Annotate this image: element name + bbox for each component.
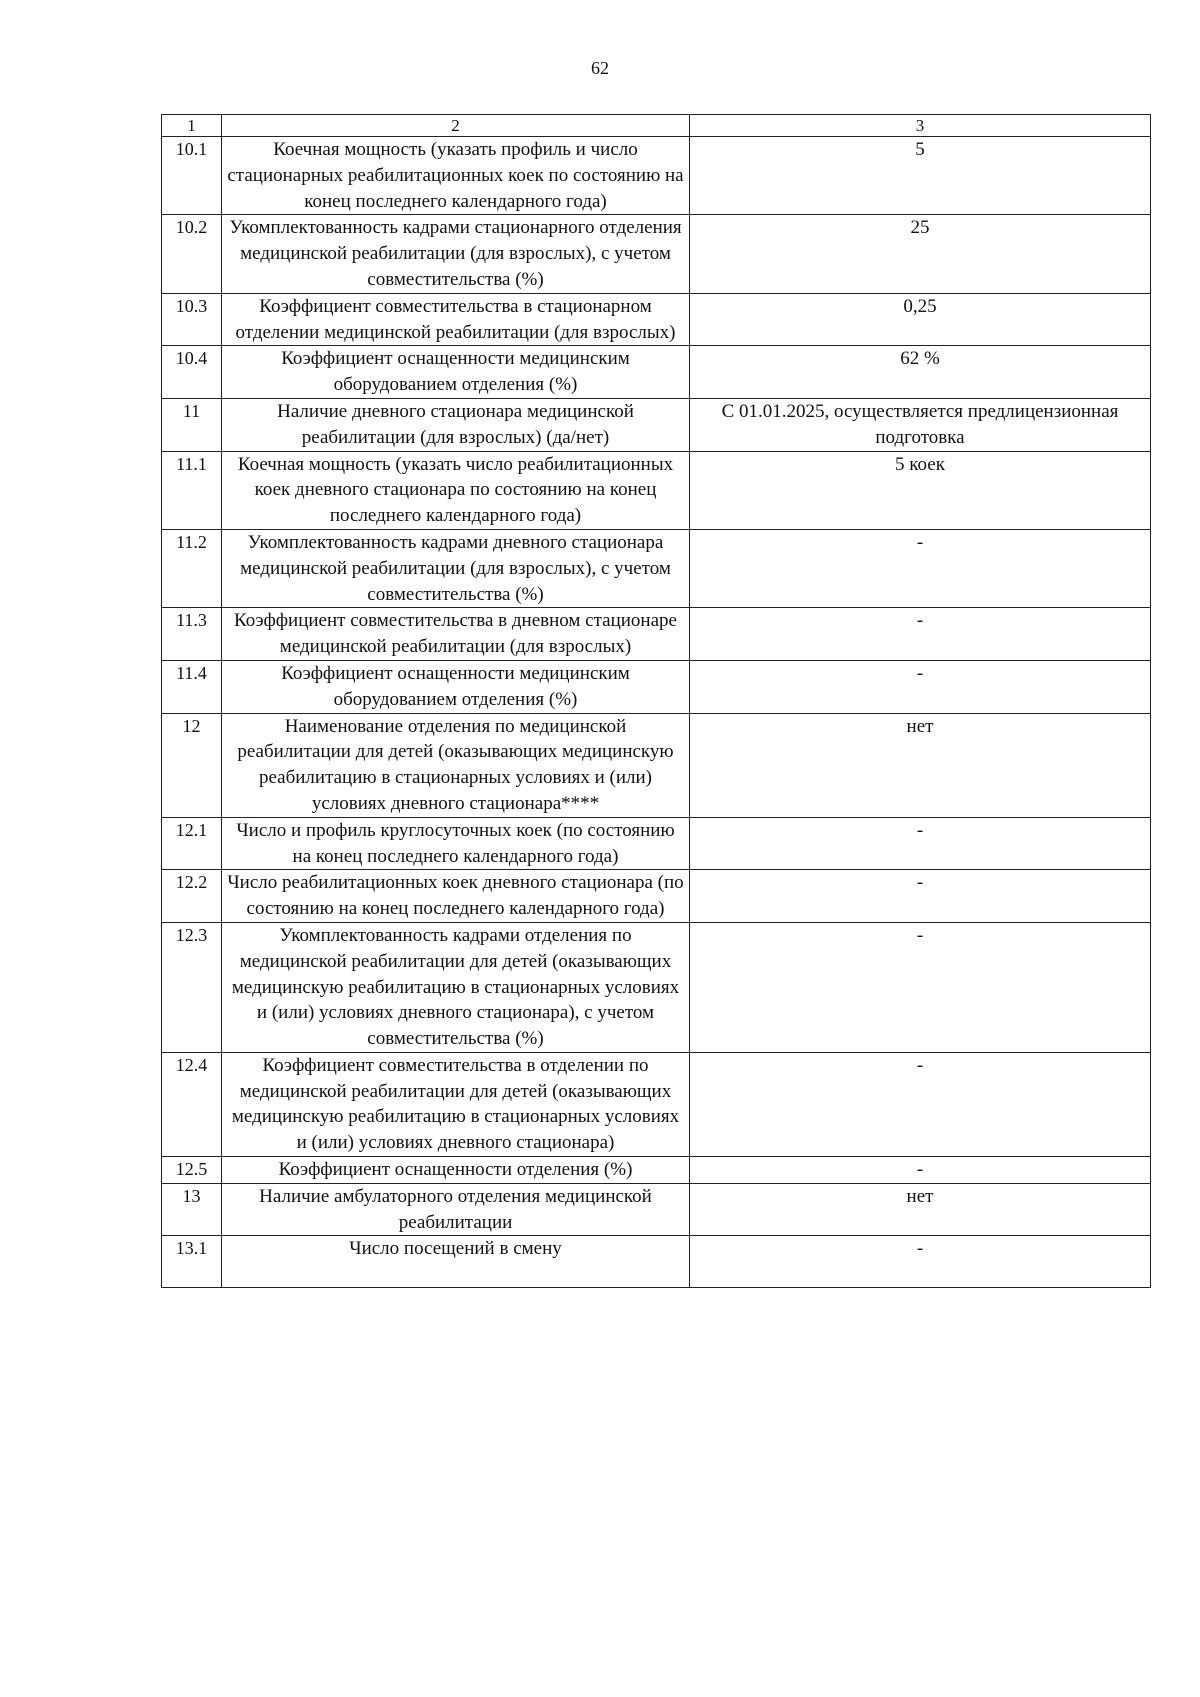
- row-description: Коэффициент оснащенности медицинским оборудованием отделения (%): [222, 346, 690, 399]
- row-value: -: [690, 608, 1151, 661]
- row-description: Коэффициент совместительства в дневном стационаре медицинской реабилитации (для взрослых): [222, 608, 690, 661]
- row-value: -: [690, 817, 1151, 870]
- row-description: Коэффициент совместительства в отделении по медицинской реабилитации для детей (оказывающих медицинскую реабилитацию в стационарных условиях и (или) условиях дневного стационара): [222, 1052, 690, 1156]
- row-value: -: [690, 660, 1151, 713]
- row-value: 62 %: [690, 346, 1151, 399]
- row-value: нет: [690, 1183, 1151, 1236]
- row-number: 10.2: [162, 215, 222, 293]
- row-description: Коечная мощность (указать число реабилитационных коек дневного стационара по состоянию на конец последнего календарного года): [222, 451, 690, 529]
- table-row: [162, 215, 1151, 293]
- row-number: 12: [162, 713, 222, 817]
- table-row: [162, 451, 1151, 529]
- row-value: -: [690, 1052, 1151, 1156]
- row-description: Число посещений в смену: [222, 1236, 690, 1288]
- table-row: [162, 346, 1151, 399]
- row-description: Укомплектованность кадрами дневного стационара медицинской реабилитации (для взрослых), с учетом совместительства (%): [222, 529, 690, 607]
- row-value: -: [690, 922, 1151, 1052]
- row-description: Наличие дневного стационара медицинской реабилитации (для взрослых) (да/нет): [222, 398, 690, 451]
- row-value: -: [690, 870, 1151, 923]
- row-number: 12.2: [162, 870, 222, 923]
- row-description: Наличие амбулаторного отделения медицинской реабилитации: [222, 1183, 690, 1236]
- row-number: 12.3: [162, 922, 222, 1052]
- document-table: [161, 114, 1151, 1288]
- row-description: Наименование отделения по медицинской реабилитации для детей (оказывающих медицинскую реабилитацию в стационарных условиях и (или) условиях дневного стационара****: [222, 713, 690, 817]
- row-description: Коэффициент оснащенности отделения (%): [222, 1157, 690, 1184]
- header-col-2: 2: [222, 115, 690, 137]
- row-number: 10.3: [162, 293, 222, 346]
- table-row: [162, 1236, 1151, 1288]
- row-number: 13.1: [162, 1236, 222, 1288]
- row-number: 10.4: [162, 346, 222, 399]
- table-row: [162, 870, 1151, 923]
- table-row: [162, 817, 1151, 870]
- row-description: Коэффициент совместительства в стационарном отделении медицинской реабилитации (для взрослых): [222, 293, 690, 346]
- row-number: 11.4: [162, 660, 222, 713]
- row-description: Укомплектованность кадрами отделения по медицинской реабилитации для детей (оказывающих медицинскую реабилитацию в стационарных условиях и (или) условиях дневного стационара), с учетом совместительства (%): [222, 922, 690, 1052]
- table-row: [162, 398, 1151, 451]
- page-number: 62: [591, 58, 609, 78]
- table-row: [162, 137, 1151, 215]
- row-description: Коэффициент оснащенности медицинским оборудованием отделения (%): [222, 660, 690, 713]
- row-description: Число реабилитационных коек дневного стационара (по состоянию на конец последнего календарного года): [222, 870, 690, 923]
- table-row: [162, 660, 1151, 713]
- row-number: 11.3: [162, 608, 222, 661]
- row-number: 10.1: [162, 137, 222, 215]
- header-col-1: 1: [162, 115, 222, 137]
- row-number: 11: [162, 398, 222, 451]
- row-number: 11.1: [162, 451, 222, 529]
- row-value: нет: [690, 713, 1151, 817]
- table-row: [162, 293, 1151, 346]
- header-col-3: 3: [690, 115, 1151, 137]
- row-number: 11.2: [162, 529, 222, 607]
- row-number: 12.1: [162, 817, 222, 870]
- table-body: [162, 115, 1151, 1288]
- table-row: [162, 529, 1151, 607]
- row-number: 13: [162, 1183, 222, 1236]
- table-row: [162, 608, 1151, 661]
- table-header-row: [162, 115, 1151, 137]
- row-value: -: [690, 1157, 1151, 1184]
- table-row: [162, 713, 1151, 817]
- row-value: 25: [690, 215, 1151, 293]
- table-row: [162, 1157, 1151, 1184]
- row-description: Коечная мощность (указать профиль и число стационарных реабилитационных коек по состоянию на конец последнего календарного года): [222, 137, 690, 215]
- table-row: [162, 1052, 1151, 1156]
- row-value: 0,25: [690, 293, 1151, 346]
- row-value: 5 коек: [690, 451, 1151, 529]
- row-value: -: [690, 529, 1151, 607]
- row-number: 12.5: [162, 1157, 222, 1184]
- table-row: [162, 1183, 1151, 1236]
- row-value: 5: [690, 137, 1151, 215]
- row-description: Укомплектованность кадрами стационарного отделения медицинской реабилитации (для взрослых), с учетом совместительства (%): [222, 215, 690, 293]
- row-value: С 01.01.2025, осуществляется предлицензионная подготовка: [690, 398, 1151, 451]
- row-number: 12.4: [162, 1052, 222, 1156]
- row-value: -: [690, 1236, 1151, 1288]
- table-row: [162, 922, 1151, 1052]
- row-description: Число и профиль круглосуточных коек (по состоянию на конец последнего календарного года): [222, 817, 690, 870]
